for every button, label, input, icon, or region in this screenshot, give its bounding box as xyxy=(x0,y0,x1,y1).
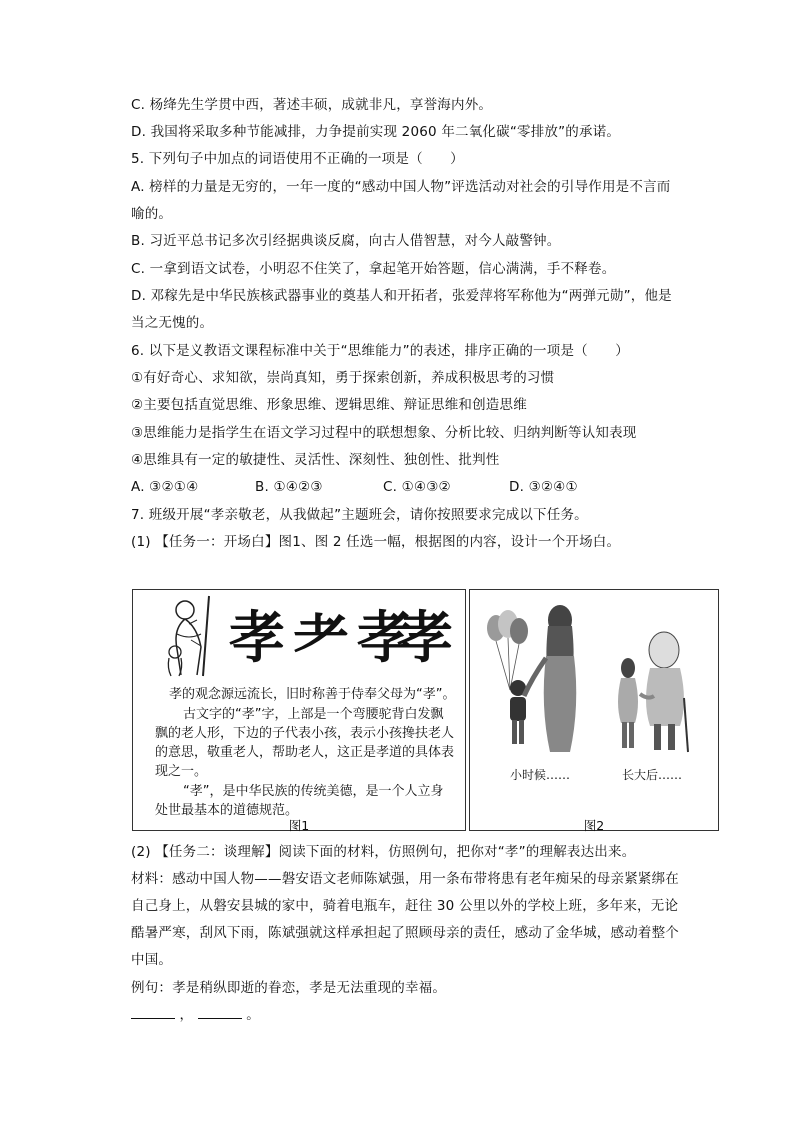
family-illustration xyxy=(478,598,712,764)
fig1-text-5: 现之一。 xyxy=(155,764,208,779)
answer-period: 。 xyxy=(246,1007,260,1023)
fig1-text-4: 的意思，敬重老人，帮助老人，这正是孝道的具体表 xyxy=(155,745,455,760)
q5-option-b: B. 习近平总书记多次引经据典谈反腐，向古人借智慧，对今人敲警钟。 xyxy=(131,233,561,249)
answer-blank-2[interactable] xyxy=(198,1006,242,1019)
q7-task1: (1) 【任务一：开场白】图1、图 2 任选一幅，根据图的内容，设计一个开场白。 xyxy=(131,534,621,550)
material-line1: 材料：感动中国人物——磐安语文老师陈斌强，用一条布带将患有老年痴呆的母亲紧紧绑在 xyxy=(131,871,679,887)
fig2-label-grown-up: 长大后…… xyxy=(622,768,683,782)
fig2-label-childhood: 小时候…… xyxy=(510,768,571,782)
seal-glyph-1: 孝 xyxy=(229,605,285,671)
q6-option-a: A. ③②①④ xyxy=(131,479,199,495)
fig1-text-3: 飘的老人形，下边的子代表小孩，表示小孩搀扶老人 xyxy=(155,726,455,741)
fig1-text-6: “孝”，是中华民族的传统美德，是一个人立身 xyxy=(183,784,444,799)
q5-stem: 5. 下列句子中加点的词语使用不正确的一项是（ ） xyxy=(131,151,464,167)
seal-glyph-4: 孝 xyxy=(397,605,453,671)
answer-line xyxy=(131,1006,260,1024)
q6-item-1: ①有好奇心、求知欲，崇尚真知，勇于探索创新，养成积极思考的习惯 xyxy=(131,370,555,386)
example-sentence: 例句：孝是稍纵即逝的眷恋，孝是无法重现的幸福。 xyxy=(131,980,447,996)
q6-option-d: D. ③②④① xyxy=(509,479,578,495)
elder-child-illustration xyxy=(163,594,229,680)
q5-option-a-line1: A. 榜样的力量是无穷的，一年一度的“感动中国人物”评选活动对社会的引导作用是不言而 xyxy=(131,179,671,195)
q4-option-c: C. 杨绛先生学贯中西，著述丰硕，成就非凡，享誉海内外。 xyxy=(131,97,493,113)
seal-glyph-2: 耂 xyxy=(293,605,349,671)
q6-item-3: ③思维能力是指学生在语文学习过程中的联想想象、分析比较、归纳判断等认知表现 xyxy=(131,425,637,441)
q7-stem: 7. 班级开展“孝亲敬老，从我做起”主题班会，请你按照要求完成以下任务。 xyxy=(131,507,588,523)
material-line3: 酷暑严寒，刮风下雨，陈斌强就这样承担起了照顾母亲的责任，感动了金华城，感动着整个 xyxy=(131,925,679,941)
figure-1-caption: 图1 xyxy=(288,818,310,833)
q6-stem: 6. 以下是义教语文课程标准中关于“思维能力”的表述，排序正确的一项是（ ） xyxy=(131,343,629,359)
fig1-text-2: 古文字的“孝”字，上部是一个弯腰驼背白发飘 xyxy=(183,707,444,722)
seal-glyph-3: 孝 xyxy=(357,605,413,671)
fig1-text-1: 孝的观念源远流长，旧时称善于侍奉父母为“孝”。 xyxy=(169,687,456,702)
q5-option-c: C. 一拿到语文试卷，小明忍不住笑了，拿起笔开始答题，信心满满，手不释卷。 xyxy=(131,261,616,277)
q5-option-d-line2: 当之无愧的。 xyxy=(131,315,214,331)
q7-task2: (2) 【任务二：谈理解】阅读下面的材料，仿照例句，把你对“孝”的理解表达出来。 xyxy=(131,844,636,860)
material-line2: 自己身上，从磐安县城的家中，骑着电瓶车，赶往 30 公里以外的学校上班，多年来，无论 xyxy=(131,898,679,914)
fig1-text-7: 处世最基本的道德规范。 xyxy=(155,803,299,818)
material-line4: 中国。 xyxy=(131,952,173,968)
figure-2-caption: 图2 xyxy=(583,818,605,833)
answer-blank-1[interactable] xyxy=(131,1006,175,1019)
q6-option-b: B. ①④②③ xyxy=(255,479,323,495)
figure-2 xyxy=(469,589,719,831)
answer-comma: ， xyxy=(179,1007,194,1023)
q4-option-d: D. 我国将采取多种节能减排，力争提前实现 2060 年二氧化碳“零排放”的承诺。 xyxy=(131,124,621,140)
figure-1 xyxy=(132,589,466,831)
q6-option-c: C. ①④③② xyxy=(383,479,451,495)
q6-item-4: ④思维具有一定的敏捷性、灵活性、深刻性、独创性、批判性 xyxy=(131,452,500,468)
q6-options xyxy=(131,478,651,496)
q5-option-d-line1: D. 邓稼先是中华民族核武器事业的奠基人和开拓者，张爱萍将军称他为“两弹元勋”，他是 xyxy=(131,288,672,304)
q6-item-2: ②主要包括直觉思维、形象思维、逻辑思维、辩证思维和创造思维 xyxy=(131,397,527,413)
q5-option-a-line2: 喻的。 xyxy=(131,206,173,222)
